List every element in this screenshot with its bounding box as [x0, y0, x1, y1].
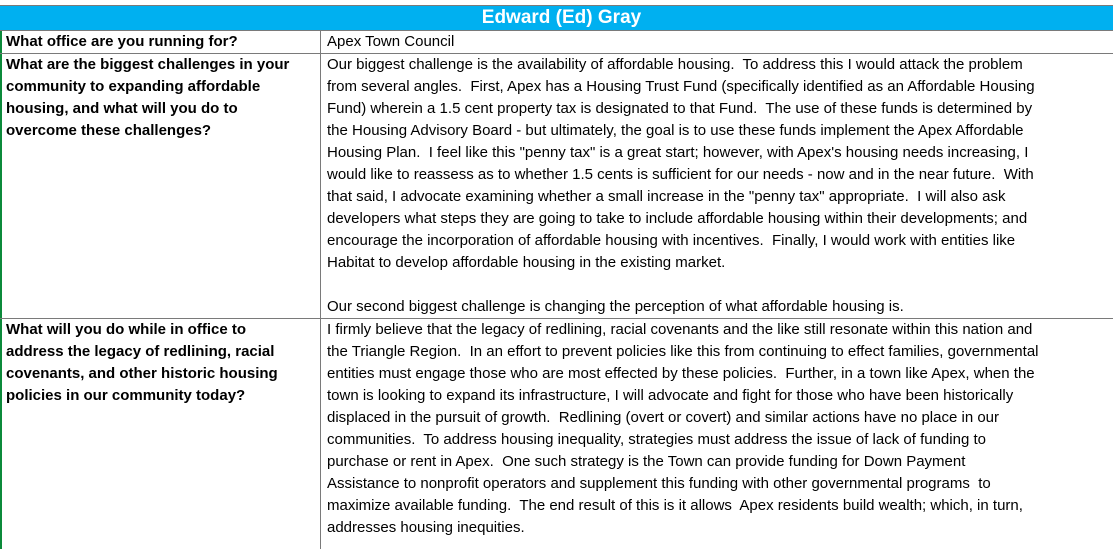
answer-line: Fund) wherein a 1.5 cent property tax is designated to that Fund. The use of these funds is determined by	[327, 100, 1033, 117]
answer-line-blank	[327, 274, 1111, 296]
table-row[interactable]	[0, 319, 1113, 549]
candidate-name: Edward (Ed) Gray	[481, 7, 642, 28]
answer-line: Habitat to develop affordable housing in the existing market.	[327, 254, 726, 271]
answer-line: that said, I advocate examining whether a small increase in the "penny tax" appropriate. I will also ask	[327, 188, 1006, 205]
question-line: policies in our community today?	[6, 387, 246, 404]
answer-line: developers what steps they are going to take to include affordable housing within their developments; and	[327, 210, 1028, 227]
answer-line: communities. To address housing inequality, strategies must address the issue of lack of funding to	[327, 431, 986, 448]
answer-line: Our biggest challenge is the availability of affordable housing. To address this I would attack the problem	[327, 56, 1023, 73]
candidate-header[interactable]	[0, 6, 1113, 31]
question-line: covenants, and other historic housing	[6, 365, 278, 382]
question-text: What office are you running for?	[6, 33, 238, 50]
answer-line: Our second biggest challenge is changing the perception of what affordable housing is.	[327, 298, 904, 315]
question-line: What are the biggest challenges in your	[6, 56, 290, 73]
answer-line: town is looking to expand its infrastructure, I will advocate and fight for those who have been historically	[327, 387, 1014, 404]
answer-line: from several angles. First, Apex has a Housing Trust Fund (specifically identified as an Affordable Housing	[327, 78, 1035, 95]
question-line: overcome these challenges?	[6, 122, 212, 139]
answer-line: Housing Plan. I feel like this "penny tax" is a great start; however, with Apex's housing needs increasing, I	[327, 144, 1029, 161]
question-cell[interactable]	[0, 31, 321, 53]
answer-line: displaced in the pursuit of growth. Redlining (overt or covert) and similar actions have no place in our	[327, 409, 1000, 426]
question-line: What will you do while in office to	[6, 321, 246, 338]
answer-line: Assistance to nonprofit operators and supplement this funding with other governmental programs to	[327, 475, 991, 492]
answer-line: addresses housing inequities.	[327, 519, 525, 536]
answer-line: I firmly believe that the legacy of redlining, racial covenants and the like still resonate within this nation and	[327, 321, 1033, 338]
answer-line: Apex Town Council	[327, 33, 455, 50]
answer-line: maximize available funding. The end result of this is it allows Apex residents build wealth; which, in turn,	[327, 497, 1023, 514]
question-line: address the legacy of redlining, racial	[6, 343, 275, 360]
question-line: community to expanding affordable	[6, 78, 261, 95]
answer-line: the Triangle Region. In an effort to prevent policies like this from continuing to effect families, governmental	[327, 343, 1039, 360]
answer-cell[interactable]	[327, 319, 1111, 539]
table-row[interactable]	[0, 54, 1113, 319]
answer-cell[interactable]	[327, 31, 1111, 53]
answer-line: would like to reassess as to whether 1.5 cents is sufficient for our needs - now and in the near future. With	[327, 166, 1034, 183]
question-cell[interactable]	[0, 54, 321, 318]
answer-line: entities must engage those who are most effected by these policies. Further, in a town like Apex, when the	[327, 365, 1035, 382]
answer-cell[interactable]	[327, 54, 1111, 318]
table-row[interactable]	[0, 31, 1113, 54]
question-cell[interactable]	[0, 319, 321, 549]
question-line: housing, and what will you do to	[6, 100, 238, 117]
answer-line: the Housing Advisory Board - but ultimately, the goal is to use these funds implement the Apex Affordable	[327, 122, 1024, 139]
answer-line: encourage the incorporation of affordable housing with incentives. Finally, I would work with entities like	[327, 232, 1016, 249]
answer-line: purchase or rent in Apex. One such strategy is the Town can provide funding for Down Payment	[327, 453, 966, 470]
